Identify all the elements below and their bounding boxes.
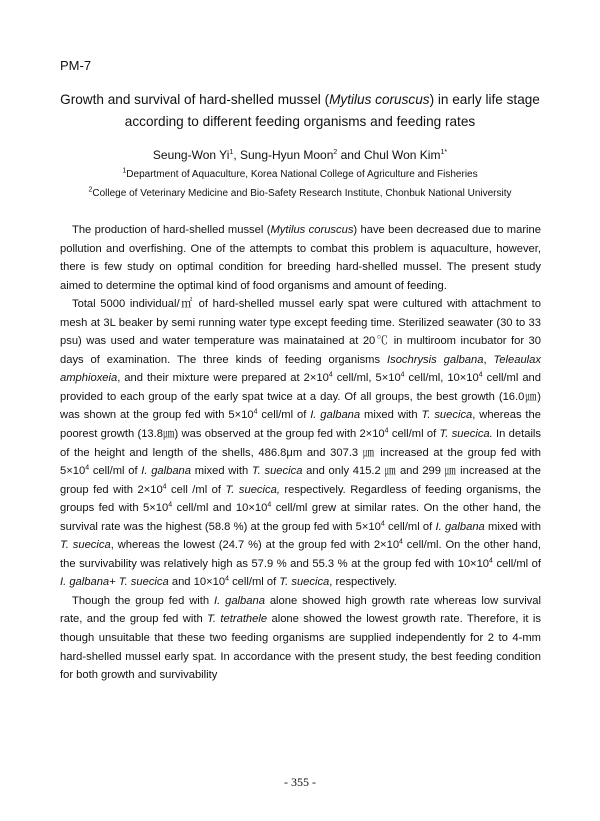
- affiliation-1-text: Department of Aquaculture, Korea National College of Agriculture and Fisheries: [126, 169, 478, 180]
- author-2: , Sung-Hyun Moon: [233, 148, 334, 162]
- text-run: mixed with: [360, 409, 422, 422]
- text-run: cell/ml, 10×10: [404, 372, 479, 385]
- exponent: 4: [225, 575, 229, 583]
- text-run: cell/ml grew at similar rates. On the other hand, the survival rate was the highest (58.8 %) at the group fed with 5×10: [60, 502, 541, 533]
- exponent: 4: [400, 371, 405, 379]
- paper-title: [40, 89, 560, 133]
- title-text-post: ) in early life stage according to different feeding organisms and feeding rates: [124, 92, 540, 129]
- author-1: Seung-Won Yi: [152, 148, 230, 162]
- exponent: 4: [267, 501, 272, 509]
- species-name: I. galbana: [214, 594, 265, 607]
- affiliation-2: [40, 187, 560, 201]
- text-run: cell/ml. On the other hand, the survivability was relatively high as 57.9 % and 55.3 % at the group fed with 10×10: [60, 539, 541, 570]
- text-run: cell/ml of: [89, 465, 142, 478]
- text-run: In details of the height and length of the shells, 486.8μm and 307.3 ㎛ increased at the group fed with 5×10: [60, 428, 542, 478]
- author-3: and Chul Won Kim: [337, 148, 441, 162]
- text-run: respectively. Regardless of feeding organisms, the groups fed with 5×10: [60, 483, 541, 515]
- text-run: cell/ml of: [228, 576, 280, 589]
- text-run: ) have been decreased due to marine pollution and overfishing. One of the attempts to combat this problem is aquaculture, however, there is few study on optimal condition for breeding hard-shelled mussel. The present study aimed to determine the optimal kind of food organisms and amount of feeding.: [60, 224, 541, 292]
- species-name: I. galbana: [141, 465, 192, 478]
- text-run: mixed with: [484, 520, 541, 533]
- exponent: 4: [384, 427, 389, 435]
- paragraph-conclusion: [60, 592, 541, 685]
- text-run: cell/ml and provided to each group of the early spat twice at a day. Of all groups, the best growth (16.0㎛) was shown at the group fed with 5×10: [60, 372, 541, 422]
- text-run: cell/ml of: [257, 409, 311, 422]
- text-run: and 10×10: [168, 576, 226, 589]
- exponent: 4: [168, 501, 173, 509]
- species-name: T. tetrathele: [207, 613, 268, 626]
- exponent: 4: [399, 538, 403, 546]
- text-run: , and their mixture were prepared at 2×10: [117, 372, 329, 385]
- abstract-body: [60, 221, 541, 685]
- text-run: The production of hard-shelled mussel (: [72, 224, 271, 236]
- text-run: cell/ml and 10×10: [172, 502, 268, 515]
- species-name: I. galbana: [435, 520, 485, 533]
- text-run: cell/ml of: [384, 520, 436, 533]
- author-1-mark: 1: [229, 149, 234, 156]
- affiliation-2-mark: 2: [88, 186, 93, 194]
- text-run: cell/ml of: [492, 557, 541, 570]
- exponent: 4: [380, 520, 385, 528]
- text-run: ,: [483, 353, 494, 366]
- species-name: Isochrysis galbana: [387, 353, 484, 366]
- species-name: T. suecica: [251, 465, 303, 478]
- text-run: cell/ml of: [388, 428, 440, 441]
- text-run: Total 5000 individual/㎡ of hard-shelled mussel early spat were cultured with attachment to mesh at 3L beaker by semi running water type except feeding time. Sterilized seawater (30 to 33 psu) was used and water temperature was mainatained at 20℃ in multiroom incubator for 30 days of examination. The three kinds of feeding organisms: [60, 298, 541, 366]
- species-name: T. suecica: [60, 539, 111, 552]
- title-text-pre: Growth and survival of hard-shelled mussel (: [60, 92, 330, 107]
- exponent: 4: [478, 371, 483, 379]
- exponent: 4: [253, 408, 258, 416]
- text-run: alone showed the lowest growth rate. Therefore, it is though unsuitable that these two feeding organisms are supplied independently for 2 to 4-mm hard-shelled mussel early spat. In accordance with the present study, the best feeding condition for both growth and survivability: [60, 613, 541, 682]
- title-species: Mytilus coruscus: [329, 92, 430, 107]
- species-name: I. galbana+ T. suecica: [60, 576, 169, 589]
- species-name: T. suecica.: [439, 428, 493, 441]
- abstract-code: PM-7: [60, 58, 92, 73]
- text-run: , whereas the poorest growth (13.8㎛) was observed at the group fed with 2×10: [60, 409, 541, 441]
- text-run: cell/ml, 5×10: [332, 372, 401, 385]
- text-run: , respectively.: [329, 576, 397, 589]
- affiliation-1-mark: 1: [122, 167, 127, 175]
- text-run: cell /ml of: [166, 483, 226, 496]
- text-run: , whereas the lowest (24.7 %) at the group fed with 2×10: [110, 539, 400, 552]
- text-run: mixed with: [191, 465, 252, 478]
- paragraph-methods-results: [60, 295, 541, 592]
- author-3-mark: 1*: [440, 149, 448, 156]
- author-2-mark: 2: [333, 149, 338, 156]
- affiliation-2-text: College of Veterinary Medicine and Bio-Safety Research Institute, Chonbuk National University: [92, 188, 512, 199]
- species-name: Mytilus coruscus: [270, 224, 354, 236]
- affiliation-1: [40, 168, 560, 182]
- exponent: 4: [489, 557, 493, 565]
- text-run: Though the group fed with: [72, 594, 214, 607]
- species-name: I. galbana: [310, 409, 361, 422]
- exponent: 4: [328, 371, 333, 379]
- species-name: T. suecica: [421, 409, 473, 422]
- species-name: Teleaulax amphioxeia: [60, 353, 541, 385]
- page-number: - 355 -: [284, 775, 316, 789]
- paragraph-intro: [60, 221, 541, 295]
- text-run: alone showed high growth rate whereas low survival rate, and the group fed with: [60, 594, 541, 626]
- exponent: 4: [162, 482, 167, 490]
- text-run: and only 415.2 ㎛ and 299 ㎛ increased at the group fed with 2×10: [60, 465, 541, 496]
- exponent: 4: [85, 464, 90, 472]
- author-list: [40, 146, 560, 165]
- species-name: T. suecica,: [225, 483, 280, 496]
- species-name: T. suecica: [279, 576, 330, 589]
